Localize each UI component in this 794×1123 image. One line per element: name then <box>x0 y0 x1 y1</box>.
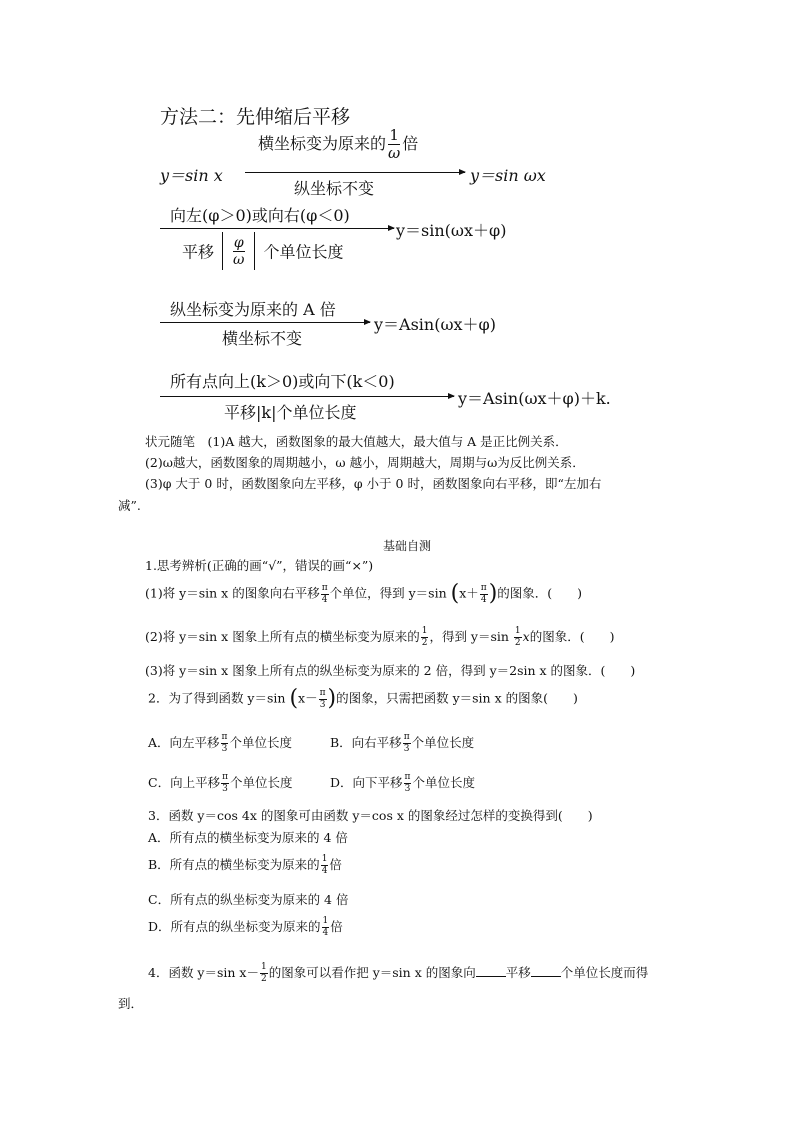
step4-bottom-label: 平移|k|个单位长度 <box>224 403 357 422</box>
step4-top-label: 所有点向上(k＞0)或向下(k＜0) <box>170 372 395 391</box>
step3-bottom-label: 横坐标不变 <box>222 329 303 348</box>
note-line-4: 减”. <box>118 498 141 513</box>
q4-blank-2[interactable] <box>531 964 561 977</box>
q3-stem: 3．函数 y＝cos 4x 的图象可由函数 y＝cos x 的图象经过怎样的变换得到( ) <box>148 808 593 823</box>
q1-item-3: (3)将 y＝sin x 图象上所有点的纵坐标变为原来的 2 倍，得到 y＝2sin x 的图象．( ) <box>145 663 636 678</box>
method-title: 方法二：先伸缩后平移 <box>160 106 351 128</box>
q2-stem: 2．为了得到函数 y＝sin (x－ $\frac{\pi}{3}$ )的图象，只需把函数 y＝sin x 的图象( ) <box>148 686 578 711</box>
q4-stem: 4．函数 y＝sin x－ $\frac{1}{2}$ 的图象可以看作把 y＝sin x 的图象向 平移 个单位长度而得 <box>148 962 649 984</box>
step1-arrow <box>245 172 465 173</box>
q1-stem: 1.思考辨析(正确的画“√”，错误的画“×”) <box>145 558 374 573</box>
section-title: 基础自测 <box>383 539 432 553</box>
step1-bottom-label: 纵坐标不变 <box>294 179 375 198</box>
q4-stem-line-2: 到． <box>118 996 144 1011</box>
step3-top-label: 纵坐标变为原来的 A 倍 <box>170 300 336 319</box>
step1-top-label: 横坐标变为原来的 $\frac{1}{\omega}$ 倍 <box>258 126 419 162</box>
step1-right-formula: y＝sin ωx <box>470 166 546 185</box>
step2-top-label: 向左(φ＞0)或向右(φ＜0) <box>170 206 350 225</box>
step3-arrow <box>160 322 370 323</box>
q1-item-2: (2)将 y＝sin x 图象上所有点的横坐标变为原来的 $\frac{1}{2}$ ，得到 y＝sin $\frac{1}{2}$ x的图象．( ) <box>145 626 615 648</box>
step2-right-formula: y＝sin(ωx＋φ) <box>396 221 507 240</box>
q2-option-b[interactable]: B．向右平移 $\frac{\pi}{3}$ 个单位长度 <box>330 732 475 754</box>
q1-item-1: (1)将 y＝sin x 的图象向右平移 $\frac{\pi}{4}$ 个单位，得到 y＝sin (x＋ $\frac{\pi}{4}$ )的图象．( ) <box>145 581 583 606</box>
q3-option-b[interactable]: B．所有点的横坐标变为原来的 $\frac{1}{4}$ 倍 <box>148 854 342 876</box>
q2-option-c[interactable]: C．向上平移 $\frac{\pi}{3}$ 个单位长度 <box>148 772 293 794</box>
step3-right-formula: y＝Asin(ωx＋φ) <box>374 315 496 334</box>
step2-arrow <box>160 228 394 229</box>
step1-left-formula: y＝sin x <box>160 166 223 185</box>
note-line-2: (2)ω越大，函数图象的周期越小，ω 越小，周期越大，周期与ω为反比例关系． <box>145 455 585 470</box>
q2-option-d[interactable]: D．向下平移 $\frac{\pi}{3}$ 个单位长度 <box>330 772 475 794</box>
q3-option-d[interactable]: D．所有点的纵坐标变为原来的 $\frac{1}{4}$ 倍 <box>148 916 343 938</box>
q2-option-a[interactable]: A．向左平移 $\frac{\pi}{3}$ 个单位长度 <box>148 732 292 754</box>
step4-right-formula: y＝Asin(ωx＋φ)＋k. <box>458 389 611 408</box>
note-line-1: 状元随笔 (1)A 越大，函数图象的最大值越大，最大值与 A 是正比例关系． <box>145 434 568 449</box>
q3-option-c[interactable]: C．所有点的纵坐标变为原来的 4 倍 <box>148 892 349 907</box>
step2-bottom-label: 平移 $\frac{\varphi}{\omega}$ 个单位长度 <box>182 232 343 270</box>
q4-blank-1[interactable] <box>476 964 506 977</box>
q3-option-a[interactable]: A．所有点的横坐标变为原来的 4 倍 <box>148 830 348 845</box>
note-line-3: (3)φ 大于 0 时，函数图象向左平移，φ 小于 0 时，函数图象向右平移，即“左加右 <box>145 476 602 491</box>
step4-arrow <box>160 396 454 397</box>
